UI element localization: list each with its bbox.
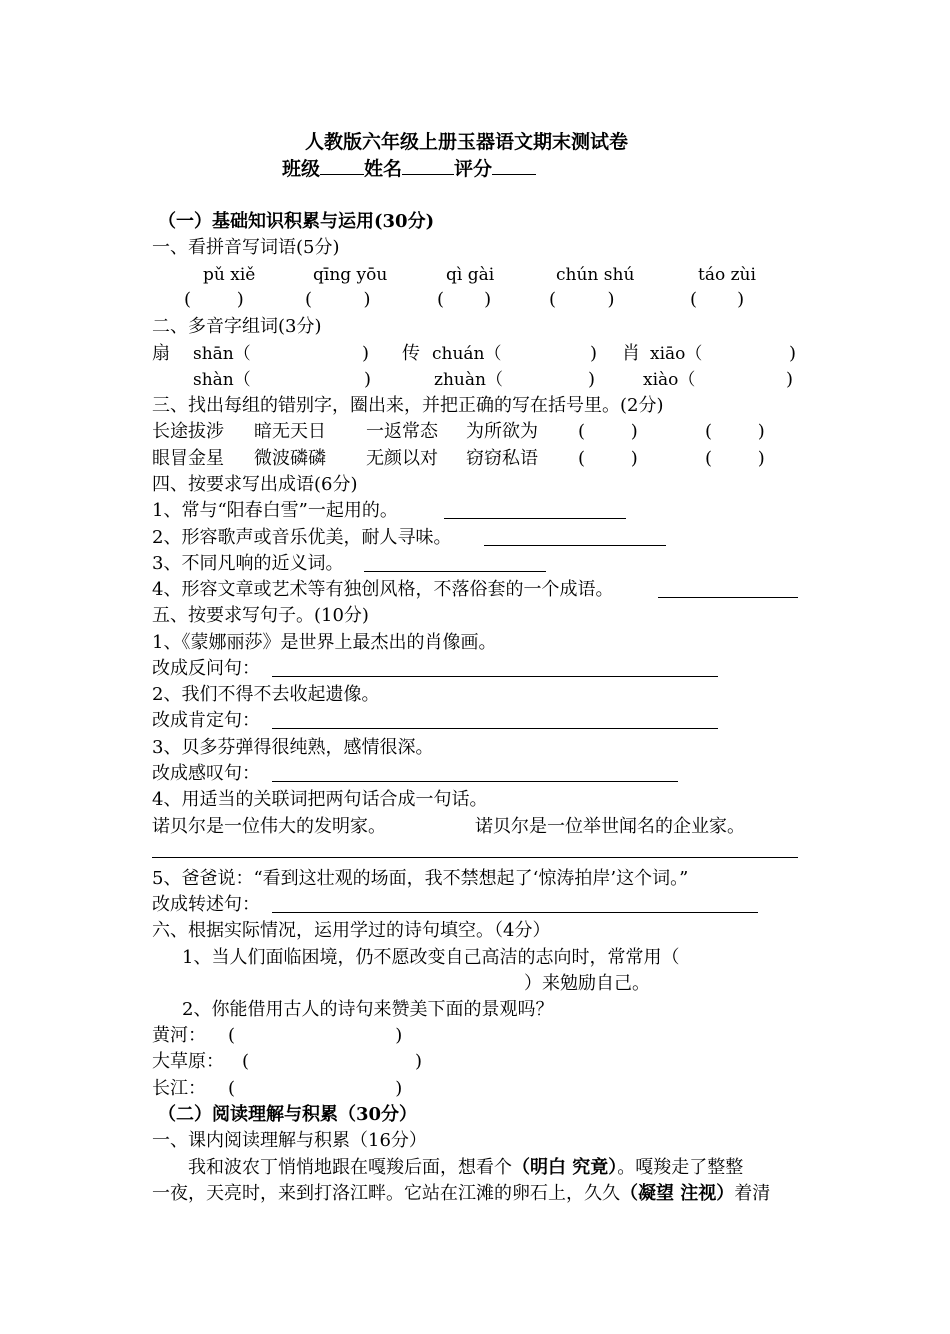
- poem-blank-yellow-river[interactable]: ( ): [228, 1025, 403, 1046]
- q5-title: 五、按要求写句子。(10分): [152, 605, 369, 626]
- pinyin-2: qīng yōu: [313, 265, 388, 285]
- poem-blank-yangtze[interactable]: ( ): [228, 1078, 403, 1099]
- q5-req-5: 改成转述句：: [152, 894, 260, 915]
- student-info-line: [282, 158, 536, 180]
- place-grassland: 大草原：: [152, 1051, 224, 1072]
- q4-answer-line-1[interactable]: [444, 518, 626, 519]
- word-choice-2[interactable]: （凝望 注视）: [620, 1183, 735, 1204]
- poly-1-reading-2: shàn（: [193, 370, 251, 390]
- pinyin-5: táo zùi: [698, 265, 756, 285]
- q5-sentence-1: 1、《蒙娜丽莎》是世界上最杰出的肖像画。: [152, 632, 497, 653]
- idiom-2-2: 微波磷磷: [254, 448, 326, 469]
- q5-sentence-4b: 诺贝尔是一位举世闻名的企业家。: [475, 816, 745, 837]
- q5-sentence-5: 5、爸爸说：“看到这壮观的场面，我不禁想起了‘惊涛拍岸’这个词。”: [152, 868, 689, 889]
- part2-q1-title: 一、课内阅读理解与积累（16分）: [152, 1130, 427, 1151]
- q6-item-1a: 1、当人们面临困境，仍不愿改变自己高洁的志向时，常常用（: [182, 947, 680, 968]
- q4-answer-line-2[interactable]: [484, 545, 666, 546]
- q4-item-1: 1、常与“阳春白雪”一起用的。: [152, 500, 398, 521]
- correction-blank-2[interactable]: ( ): [705, 421, 765, 442]
- pinyin-3: qì gài: [446, 265, 495, 285]
- q4-item-2: 2、形容歌声或音乐优美，耐人寻味。: [152, 527, 452, 548]
- q4-item-4: 4、形容文章或艺术等有独创风格，不落俗套的一个成语。: [152, 579, 614, 600]
- name-label: 姓名: [364, 158, 403, 180]
- q6-item-2: 2、你能借用古人的诗句来赞美下面的景观吗？: [182, 999, 554, 1020]
- q4-title: 四、按要求写出成语(6分): [152, 474, 358, 495]
- q5-sentence-4: 4、用适当的关联词把两句话合成一句话。: [152, 789, 488, 810]
- pinyin-answer-blank-5[interactable]: ( ): [690, 289, 745, 310]
- poly-1-close-1: ): [362, 343, 370, 364]
- place-yellow-river: 黄河：: [152, 1025, 206, 1046]
- q5-answer-line-5[interactable]: [272, 912, 758, 913]
- idiom-2-4: 窃窃私语: [466, 448, 538, 469]
- poly-3-close-1: ): [789, 343, 797, 364]
- passage-line-2b: 着清: [734, 1183, 771, 1204]
- poly-2-close-1: ): [590, 343, 598, 364]
- q5-req-1: 改成反问句：: [152, 658, 260, 679]
- correction-blank-3[interactable]: ( ): [578, 448, 638, 469]
- poly-3-reading-2: xiào（: [643, 370, 696, 390]
- score-field[interactable]: [492, 158, 536, 175]
- idiom-2-1: 眼冒金星: [152, 448, 224, 469]
- q4-item-3: 3、不同凡响的近义词。: [152, 553, 344, 574]
- idiom-1-3: 一返常态: [366, 421, 438, 442]
- q5-answer-line-4[interactable]: [152, 857, 798, 858]
- poly-char-2: 传: [402, 343, 420, 364]
- pinyin-answer-blank-4[interactable]: ( ): [549, 289, 615, 310]
- q4-answer-line-3[interactable]: [364, 571, 546, 572]
- part2-heading: （二）阅读理解与积累（30分）: [158, 1104, 418, 1125]
- q4-answer-line-4[interactable]: [658, 597, 798, 598]
- score-label: 评分: [454, 158, 493, 180]
- passage-line-2a: 一夜，天亮时，来到打洛江畔。它站在江滩的卵石上，久久: [152, 1183, 620, 1204]
- q5-answer-line-2[interactable]: [272, 728, 718, 729]
- pinyin-1: pǔ xiě: [203, 265, 256, 285]
- idiom-1-4: 为所欲为: [466, 421, 538, 442]
- poly-2-reading-1: chuán（: [432, 344, 502, 364]
- word-choice-1[interactable]: （明白 究竟）: [512, 1157, 618, 1178]
- q5-req-3: 改成感叹句：: [152, 763, 260, 784]
- pinyin-4: chún shú: [556, 265, 635, 285]
- q5-answer-line-1[interactable]: [272, 676, 718, 677]
- idiom-1-2: 暗无天日: [254, 421, 326, 442]
- q5-req-2: 改成肯定句：: [152, 710, 260, 731]
- passage-line-1: [188, 1157, 743, 1179]
- correction-blank-4[interactable]: ( ): [705, 448, 765, 469]
- page-title: 人教版六年级上册玉器语文期末测试卷: [305, 131, 629, 153]
- place-yangtze: 长江：: [152, 1078, 206, 1099]
- idiom-1-1: 长途拔涉: [152, 421, 224, 442]
- q5-sentence-3: 3、贝多芬弹得很纯熟，感情很深。: [152, 737, 434, 758]
- poly-1-reading-1: shān（: [193, 344, 251, 364]
- pinyin-answer-blank-2[interactable]: ( ): [305, 289, 371, 310]
- poly-char-1: 扇: [152, 343, 170, 364]
- passage-line-1a: 我和波农丁悄悄地跟在嘎羧后面，想看个: [188, 1157, 512, 1178]
- pinyin-answer-blank-1[interactable]: ( ): [184, 289, 244, 310]
- poem-blank-grassland[interactable]: ( ): [242, 1051, 422, 1072]
- poly-3-reading-1: xiāo（: [650, 344, 703, 364]
- q5-sentence-4a: 诺贝尔是一位伟大的发明家。: [152, 816, 386, 837]
- passage-line-2: [152, 1183, 770, 1205]
- q3-title: 三、找出每组的错别字，圈出来，并把正确的写在括号里。(2分): [152, 395, 664, 416]
- q6-title: 六、根据实际情况，运用学过的诗句填空。（4分）: [152, 920, 551, 941]
- class-field[interactable]: [320, 158, 364, 175]
- q5-answer-line-3[interactable]: [272, 781, 678, 782]
- q5-sentence-2: 2、我们不得不去收起遗像。: [152, 684, 380, 705]
- part1-heading: （一）基础知识积累与运用(30分): [158, 211, 435, 232]
- poly-2-close-2: ): [588, 369, 596, 390]
- passage-line-1b: 。嘎羧走了整整: [617, 1157, 744, 1178]
- correction-blank-1[interactable]: ( ): [578, 421, 638, 442]
- poly-char-3: 肖: [622, 343, 640, 364]
- class-label: 班级: [282, 158, 321, 180]
- q2-title: 二、多音字组词(3分): [152, 316, 322, 337]
- poly-2-reading-2: zhuàn（: [434, 370, 503, 390]
- pinyin-answer-blank-3[interactable]: ( ): [437, 289, 492, 310]
- q1-title: 一、看拼音写词语(5分): [152, 237, 340, 258]
- q6-item-1b: ）来勉励自己。: [524, 973, 650, 994]
- name-field[interactable]: [402, 158, 454, 175]
- idiom-2-3: 无颜以对: [366, 448, 438, 469]
- poly-1-close-2: ): [364, 369, 372, 390]
- poly-3-close-2: ): [786, 369, 794, 390]
